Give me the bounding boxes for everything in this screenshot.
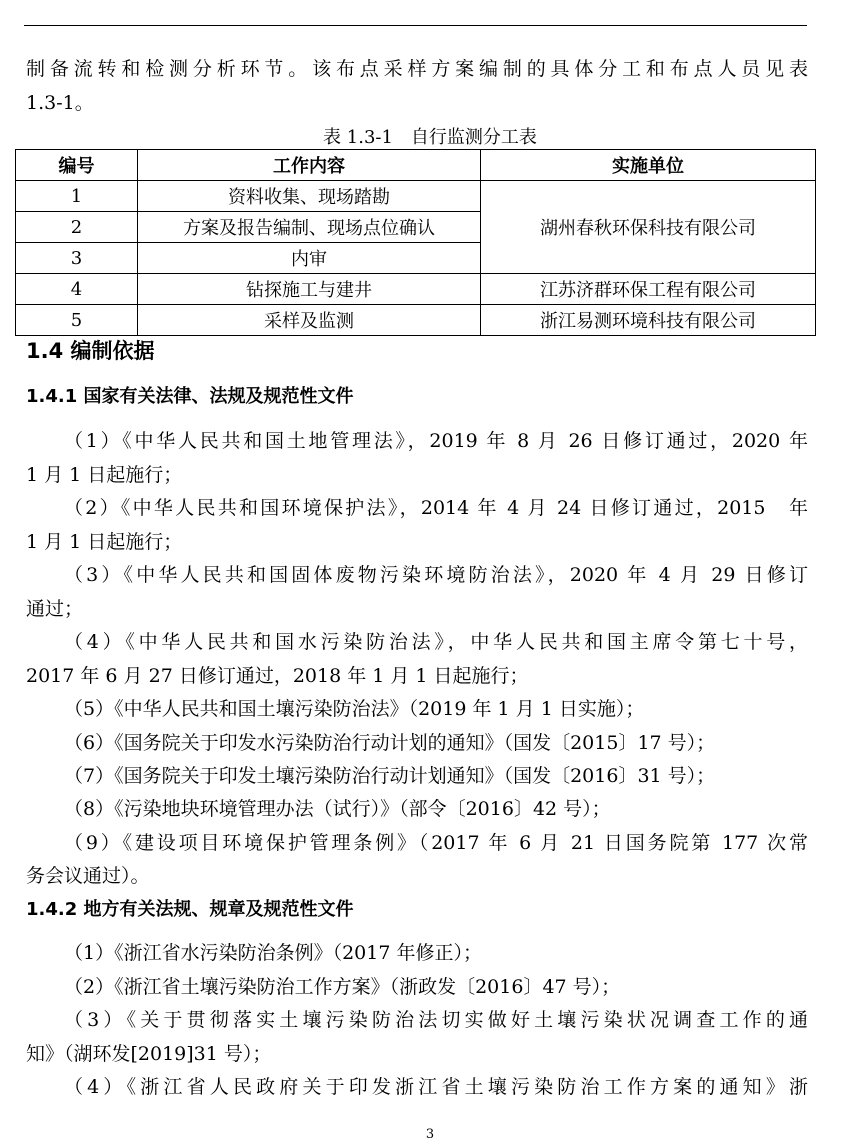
section-heading: 1.4 编制依据 (26, 339, 155, 363)
division-table (15, 149, 816, 336)
cell-task: 钻探施工与建井 (138, 274, 481, 305)
law-item-6: （6）《国务院关于印发水污染防治行动计划的通知》（国发〔2015〕17 号）； (64, 732, 716, 754)
table-header-row (16, 150, 816, 181)
law-item-2-line-2: 1 月 1 日起施行； (26, 531, 183, 553)
local-item-2: （2）《浙江省土壤污染防治工作方案》（浙政发〔2016〕47 号）； (64, 976, 621, 998)
intro-line-2: 1.3-1。 (26, 92, 94, 114)
local-item-3-line-2: 知》（湖环发[2019]31 号）； (26, 1043, 272, 1065)
law-item-1-line-2: 1 月 1 日起施行； (26, 464, 183, 486)
cell-unit: 浙江易测环境科技有限公司 (481, 305, 816, 336)
cell-unit-merged: 湖州春秋环保科技有限公司 (481, 181, 816, 274)
table-row (16, 181, 816, 212)
law-item-4-line-2: 2017 年 6 月 27 日修订通过，2018 年 1 月 1 日起施行； (26, 665, 529, 687)
cell-task: 采样及监测 (138, 305, 481, 336)
law-item-2-line-1: （2）《中华人民共和国环境保护法》，2014 年 4 月 24 日修订通过，2015 年 (64, 497, 808, 519)
law-item-8: （8）《污染地块环境管理办法（试行）》（部令〔2016〕42 号）； (64, 798, 611, 820)
cell-task: 方案及报告编制、现场点位确认 (138, 212, 481, 243)
intro-line-1: 制备流转和检测分析环节。该布点采样方案编制的具体分工和布点人员见表 (26, 58, 808, 80)
cell-no: 3 (16, 243, 138, 274)
cell-no: 5 (16, 305, 138, 336)
header-unit: 实施单位 (481, 150, 816, 181)
header-no: 编号 (16, 150, 138, 181)
law-item-7: （7）《国务院关于印发土壤污染防治行动计划通知》（国发〔2016〕31 号）； (64, 765, 716, 787)
law-item-3-line-1: （3）《中华人民共和国固体废物污染环境防治法》，2020 年 4 月 29 日修订 (64, 564, 808, 586)
table-row (16, 305, 816, 336)
law-item-4-line-1: （4）《中华人民共和国水污染防治法》，中华人民共和国主席令第七十号， (64, 631, 808, 653)
cell-no: 1 (16, 181, 138, 212)
header-task: 工作内容 (138, 150, 481, 181)
page-number: 3 (425, 1127, 435, 1142)
law-item-1-line-1: （1）《中华人民共和国土地管理法》，2019 年 8 月 26 日修订通过，2020 年 (64, 430, 808, 452)
local-item-1: （1）《浙江省水污染防治条例》（2017 年修正）； (64, 942, 482, 964)
law-item-5: （5）《中华人民共和国土壤污染防治法》（2019 年 1 月 1 日实施）； (64, 698, 645, 720)
subsection-heading-2: 1.4.2 地方有关法规、规章及规范性文件 (26, 899, 354, 920)
cell-no: 2 (16, 212, 138, 243)
cell-task: 内审 (138, 243, 481, 274)
subsection-heading-1: 1.4.1 国家有关法律、法规及规范性文件 (26, 386, 354, 407)
table-row (16, 274, 816, 305)
local-item-3-line-1: （3）《关于贯彻落实土壤污染防治法切实做好土壤污染状况调查工作的通 (64, 1009, 808, 1031)
cell-task: 资料收集、现场踏勘 (138, 181, 481, 212)
local-item-4-line-1: （4）《浙江省人民政府关于印发浙江省土壤污染防治工作方案的通知》浙 (64, 1076, 808, 1098)
header-rule (24, 25, 807, 26)
table-caption: 表 1.3-1 自行监测分工表 (323, 127, 537, 148)
law-item-9-line-2: 务会议通过）。 (26, 865, 150, 887)
law-item-9-line-1: （9）《建设项目环境保护管理条例》（2017 年 6 月 21 日国务院第 177 次常 (64, 832, 808, 854)
cell-no: 4 (16, 274, 138, 305)
cell-unit: 江苏济群环保工程有限公司 (481, 274, 816, 305)
law-item-3-line-2: 通过； (26, 598, 84, 620)
